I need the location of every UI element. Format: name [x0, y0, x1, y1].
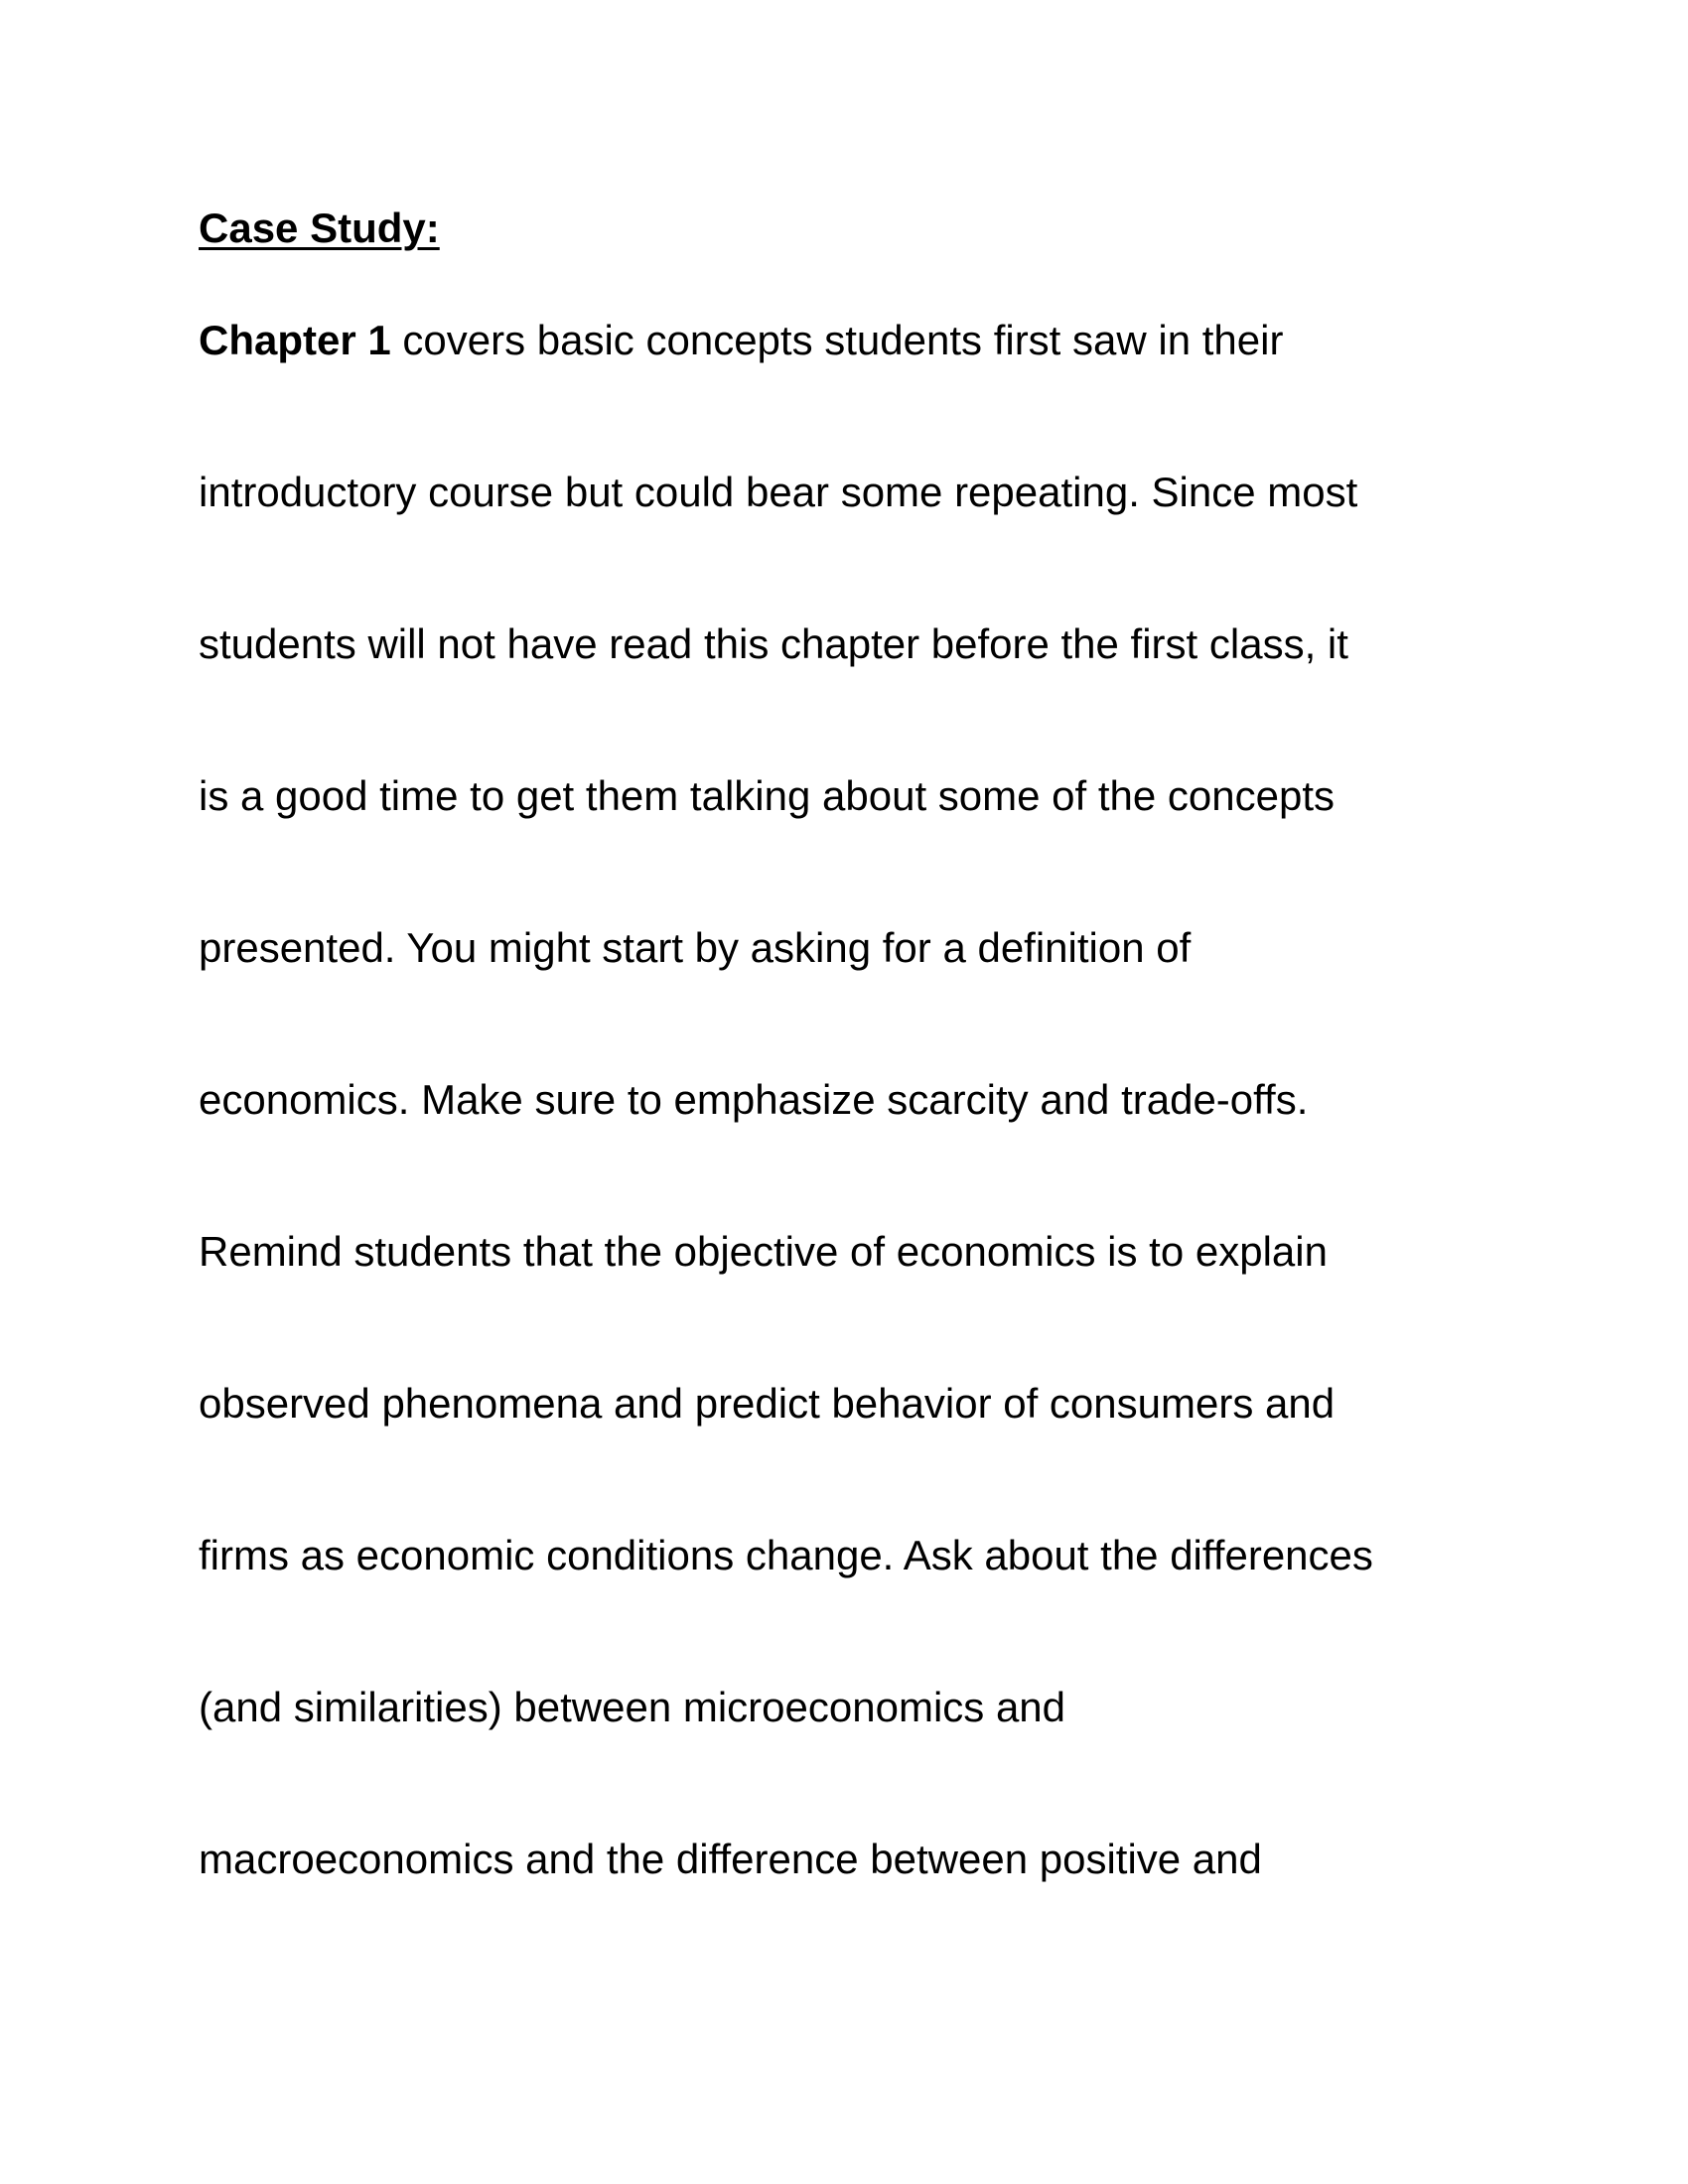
paragraph-line-8: observed phenomena and predict behavior of consumers and	[199, 1380, 1336, 1427]
paragraph-line-9: firms as economic conditions change. Ask about the differences	[199, 1532, 1373, 1578]
paragraph-line-10: (and similarities) between microeconomics and	[199, 1684, 1066, 1730]
paragraph-line-3: students will not have read this chapter before the first class, it	[199, 620, 1348, 667]
paragraph-line-1	[199, 316, 1283, 365]
paragraph-line-11: macroeconomics and the difference between positive and	[199, 1836, 1262, 1882]
paragraph-line-7: Remind students that the objective of economics is to explain	[199, 1228, 1328, 1275]
chapter-label: Chapter 1	[199, 317, 391, 363]
case-study-heading: Case Study:	[199, 205, 440, 251]
paragraph-line-1-text: covers basic concepts students first saw in their	[390, 317, 1284, 363]
paragraph-line-5: presented. You might start by asking for a definition of	[199, 924, 1192, 971]
paragraph-line-2: introductory course but could bear some repeating. Since most	[199, 469, 1358, 515]
paragraph-line-6: economics. Make sure to emphasize scarcity and trade-offs.	[199, 1076, 1309, 1123]
paragraph-line-4: is a good time to get them talking about some of the concepts	[199, 772, 1336, 819]
